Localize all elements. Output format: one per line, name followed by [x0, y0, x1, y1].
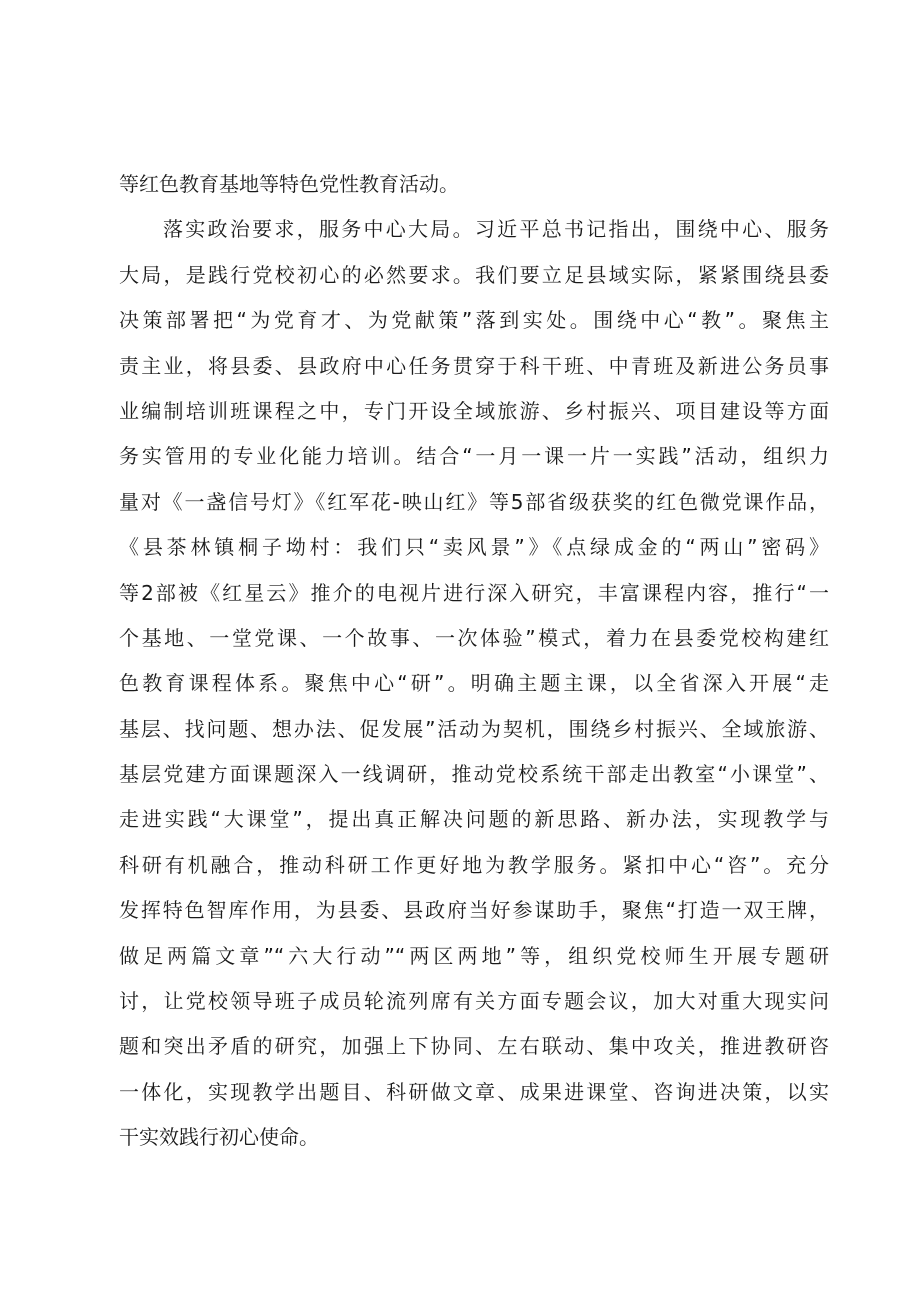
text-line: 色教育课程体系。聚焦中心“研”。明确主题主课，以全省深入开展“走: [119, 671, 829, 696]
text-line: 一体化，实现教学出题目、科研做文章、成果进课堂、咨询进决策，以实: [119, 1079, 829, 1104]
text-line: 走进实践“大课堂”，提出真正解决问题的新思路、新办法，实现教学与: [119, 807, 829, 832]
text-line: 落实政治要求，服务中心大局。习近平总书记指出，围绕中心、服务: [163, 217, 829, 242]
text-line: 等2部被《红星云》推介的电视片进行深入研究，丰富课程内容，推行“一: [119, 580, 829, 605]
text-line: 量对《一盏信号灯》《红军花-映山红》等5部省级获奖的红色微党课作品，: [119, 489, 829, 514]
text-line: 务实管用的专业化能力培训。结合“一月一课一片一实践”活动，组织力: [119, 444, 829, 469]
body-text: [119, 162, 829, 1161]
text-line: 基层党建方面课题深入一线调研，推动党校系统干部走出教室“小课堂”、: [119, 762, 829, 787]
text-line: 责主业，将县委、县政府中心任务贯穿于科干班、中青班及新进公务员事: [119, 353, 829, 378]
text-line: 大局，是践行党校初心的必然要求。我们要立足县域实际，紧紧围绕县委: [119, 262, 829, 287]
text-line: 业编制培训班课程之中，专门开设全域旅游、乡村振兴、项目建设等方面: [119, 398, 829, 423]
text-line: 基层、找问题、想办法、促发展”活动为契机，围绕乡村振兴、全域旅游、: [119, 716, 829, 741]
text-line: 做足两篇文章”“六大行动”“两区两地”等，组织党校师生开展专题研: [119, 943, 829, 968]
text-line: 个基地、一堂党课、一个故事、一次体验”模式，着力在县委党校构建红: [119, 625, 829, 650]
text-line: 讨，让党校领导班子成员轮流列席有关方面专题会议，加大对重大现实问: [119, 989, 829, 1014]
text-line: 题和突出矛盾的研究，加强上下协同、左右联动、集中攻关，推进教研咨: [119, 1034, 829, 1059]
text-line: 干实效践行初心使命。: [119, 1125, 319, 1150]
text-line: 《县茶林镇桐子坳村：我们只“卖风景”》《点绿成金的“两山”密码》: [119, 535, 829, 560]
text-line: 发挥特色智库作用，为县委、县政府当好参谋助手，聚焦“打造一双王牌，: [119, 898, 829, 923]
text-line: 科研有机融合，推动科研工作更好地为教学服务。紧扣中心“咨”。充分: [119, 852, 829, 877]
text-line: 决策部署把“为党育才、为党献策”落到实处。围绕中心“教”。聚焦主: [119, 308, 829, 333]
text-line: 等红色教育基地等特色党性教育活动。: [119, 172, 459, 196]
